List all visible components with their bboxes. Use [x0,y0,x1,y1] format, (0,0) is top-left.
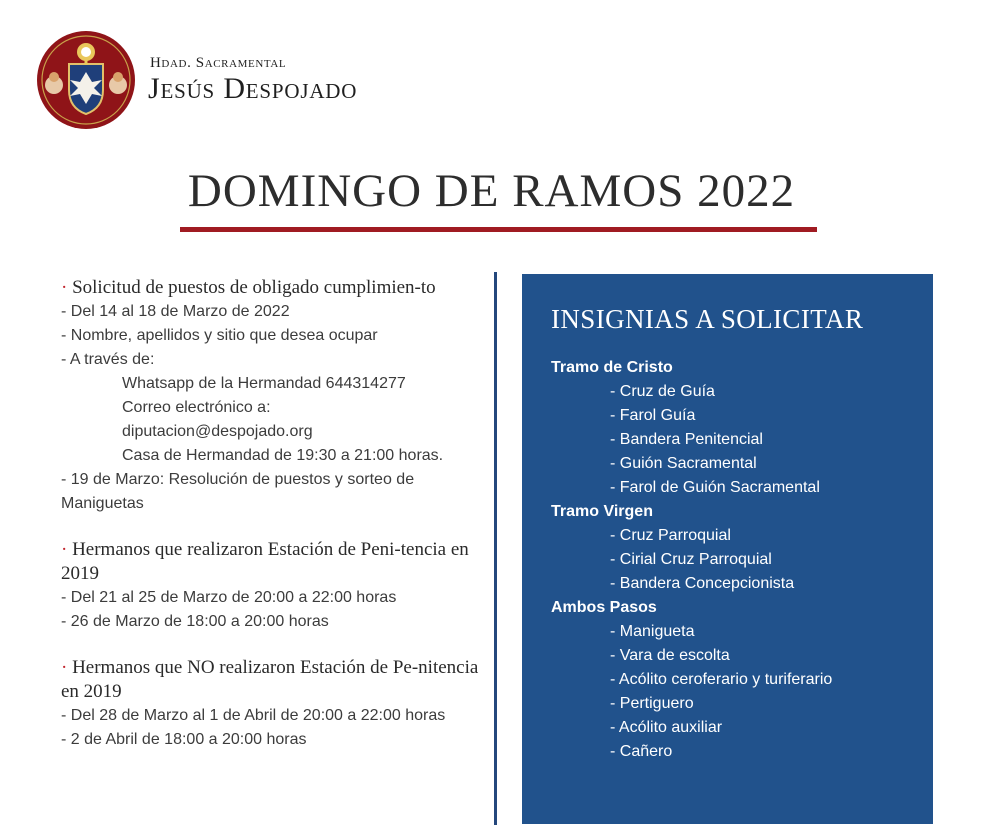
detail-line: - 2 de Abril de 18:00 a 20:00 horas [61,731,307,748]
insignia-item: - Guión Sacramental [610,455,757,472]
brand-name: Jesús Despojado [148,72,358,105]
title-underline [180,227,817,232]
insignia-item: - Cruz Parroquial [610,527,731,544]
insignia-item: - Cañero [610,743,673,760]
detail-line: - Nombre, apellidos y sitio que desea ocupar [61,327,378,344]
section-heading [61,656,486,704]
section-heading-text: Solicitud de puestos de obligado cumplimien-to [72,277,436,298]
insignia-item: - Bandera Penitencial [610,431,763,448]
insignia-item: - Vara de escolta [610,647,730,664]
insignia-item: - Bandera Concepcionista [610,575,795,592]
detail-line: Casa de Hermandad de 19:30 a 21:00 horas. [122,447,444,464]
insignia-item: - Pertiguero [610,695,694,712]
section-heading [61,538,486,586]
hermandad-seal-icon [36,30,136,130]
section-heading-text: Hermanos que NO realizaron Estación de Pe-nitencia en 2019 [61,657,479,702]
detail-line: - 26 de Marzo de 18:00 a 20:00 horas [61,613,329,630]
insignias-panel [522,274,933,824]
insignia-item: - Farol de Guión Sacramental [610,479,820,496]
panel-title: INSIGNIAS A SOLICITAR [551,304,864,334]
insignias-list [551,356,921,764]
request-section [61,656,486,752]
detail-line: - Del 21 al 25 de Marzo de 20:00 a 22:00 horas [61,589,397,606]
insignia-item: - Acólito ceroferario y turiferario [610,671,833,688]
group-heading: Ambos Pasos [551,599,657,616]
bullet-dot-icon: · [61,657,73,678]
insignia-item: - Farol Guía [610,407,696,424]
page-title: DOMINGO DE RAMOS 2022 [187,165,796,217]
insignia-item: - Cruz de Guía [610,383,715,400]
section-heading [61,276,486,300]
section-heading-text: Hermanos que realizaron Estación de Peni-tencia en 2019 [61,539,469,584]
detail-line: - Del 28 de Marzo al 1 de Abril de 20:00 a 22:00 horas [61,707,446,724]
brand-subtitle: Hdad. Sacramental [150,55,287,71]
bullet-dot-icon: · [61,539,73,560]
detail-line: diputacion@despojado.org [122,423,313,440]
request-section [61,276,486,516]
requests-column [61,276,486,774]
group-heading: Tramo Virgen [551,503,653,520]
detail-line: - Del 14 al 18 de Marzo de 2022 [61,303,290,320]
bullet-dot-icon: · [61,277,73,298]
detail-line: - A través de: [61,351,155,368]
detail-line: Correo electrónico a: [122,399,271,416]
column-divider [494,272,497,825]
request-section [61,538,486,634]
insignia-item: - Cirial Cruz Parroquial [610,551,772,568]
insignia-item: - Acólito auxiliar [610,719,723,736]
group-heading: Tramo de Cristo [551,359,673,376]
detail-line: Whatsapp de la Hermandad 644314277 [122,375,406,392]
insignia-item: - Manigueta [610,623,695,640]
detail-line: - 19 de Marzo: Resolución de puestos y sorteo de Maniguetas [61,471,415,512]
